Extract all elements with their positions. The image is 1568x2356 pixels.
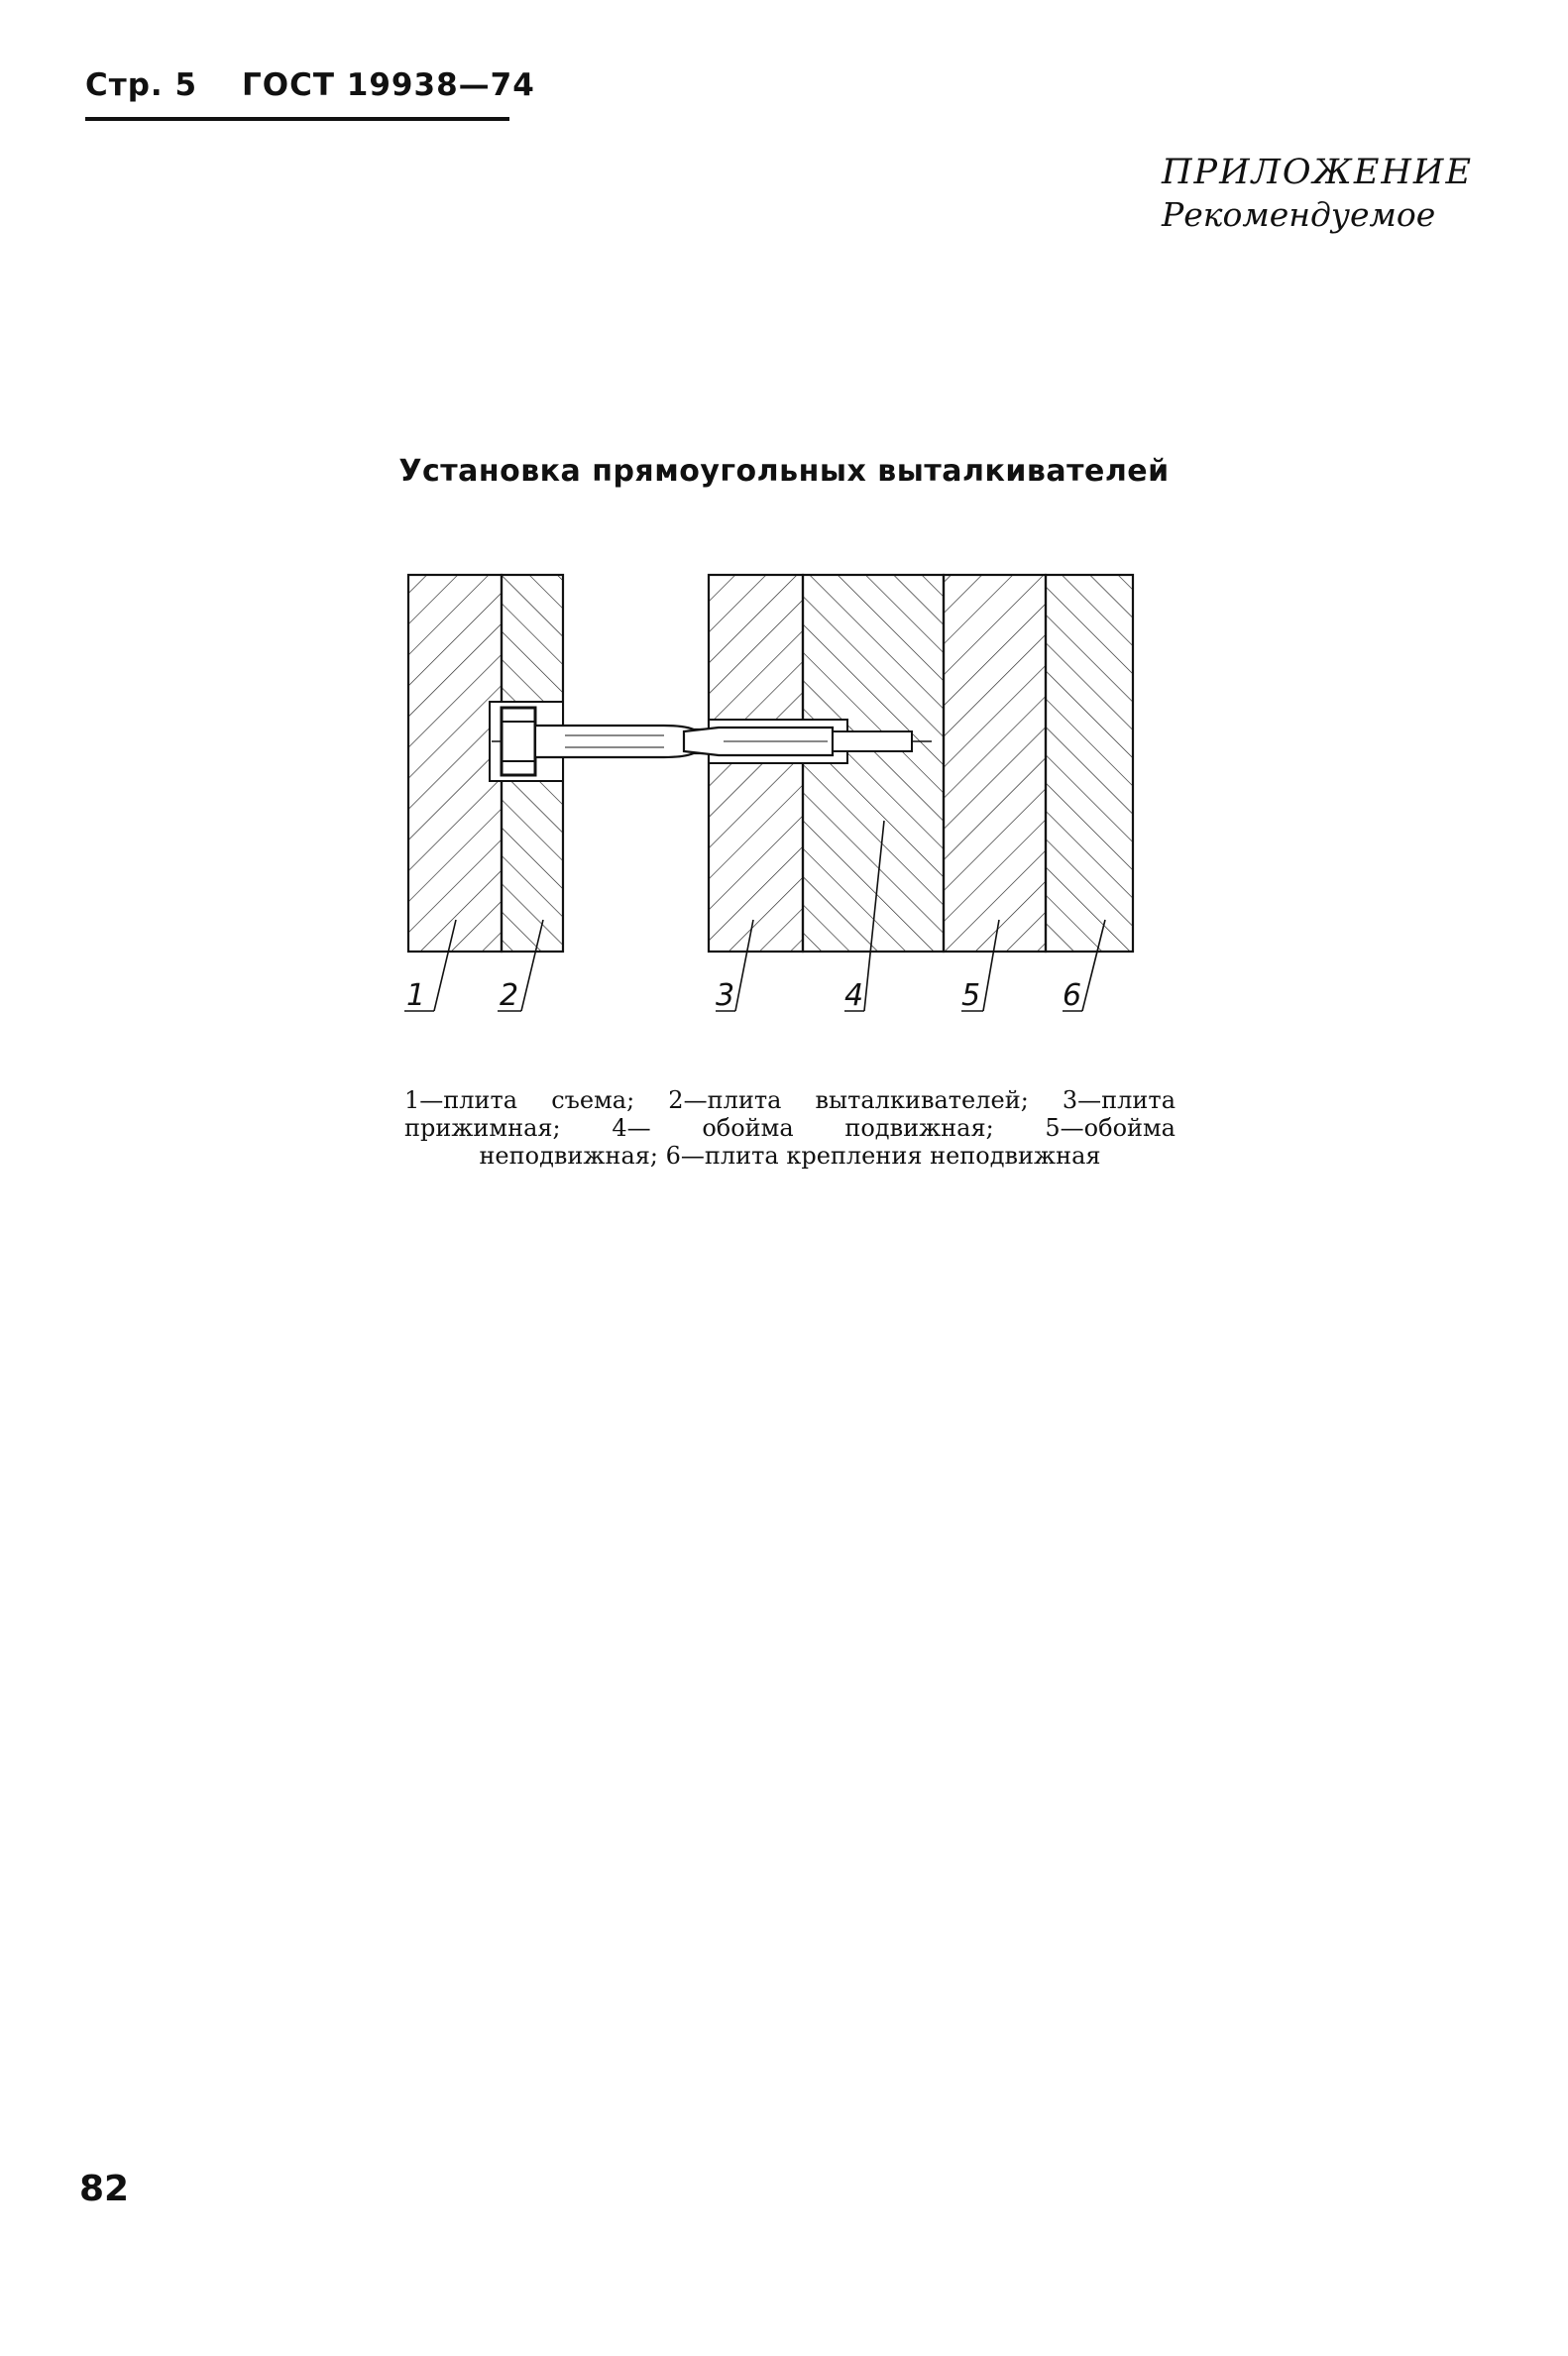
appendix-block <box>1162 151 1473 236</box>
ejector-assembly-drawing <box>377 563 1170 1039</box>
plate-5 <box>944 575 1046 952</box>
part-label-5: 5 <box>961 978 981 1013</box>
figure-title: Установка прямоугольных выталкивателей <box>398 454 1170 489</box>
page-number: 82 <box>79 2169 130 2209</box>
part-label-1: 1 <box>406 978 426 1013</box>
appendix-title: ПРИЛОЖЕНИЕ <box>1162 153 1473 192</box>
part-label-4: 4 <box>844 978 864 1013</box>
part-label-3: 3 <box>716 978 735 1013</box>
part-labels <box>406 978 1081 1013</box>
part-label-2: 2 <box>500 978 519 1013</box>
plate-6 <box>1046 575 1133 952</box>
plate-1 <box>408 575 502 952</box>
figure-drawing <box>377 563 1170 1039</box>
figure-caption: 1—плита съема; 2—плита выталкивателей; 3—плита прижимная; 4— обойма подвижная; 5—обойма неподвижная; 6—плита крепления неподвижная <box>404 1086 1176 1170</box>
header-standard-number: ГОСТ 19938—74 <box>242 67 535 103</box>
appendix-note: Рекомендуемое <box>1162 195 1436 234</box>
header-rule <box>85 117 509 121</box>
page-header <box>85 67 535 127</box>
part-label-6: 6 <box>1063 978 1082 1013</box>
header-page-ref: Стр. 5 <box>85 67 198 103</box>
